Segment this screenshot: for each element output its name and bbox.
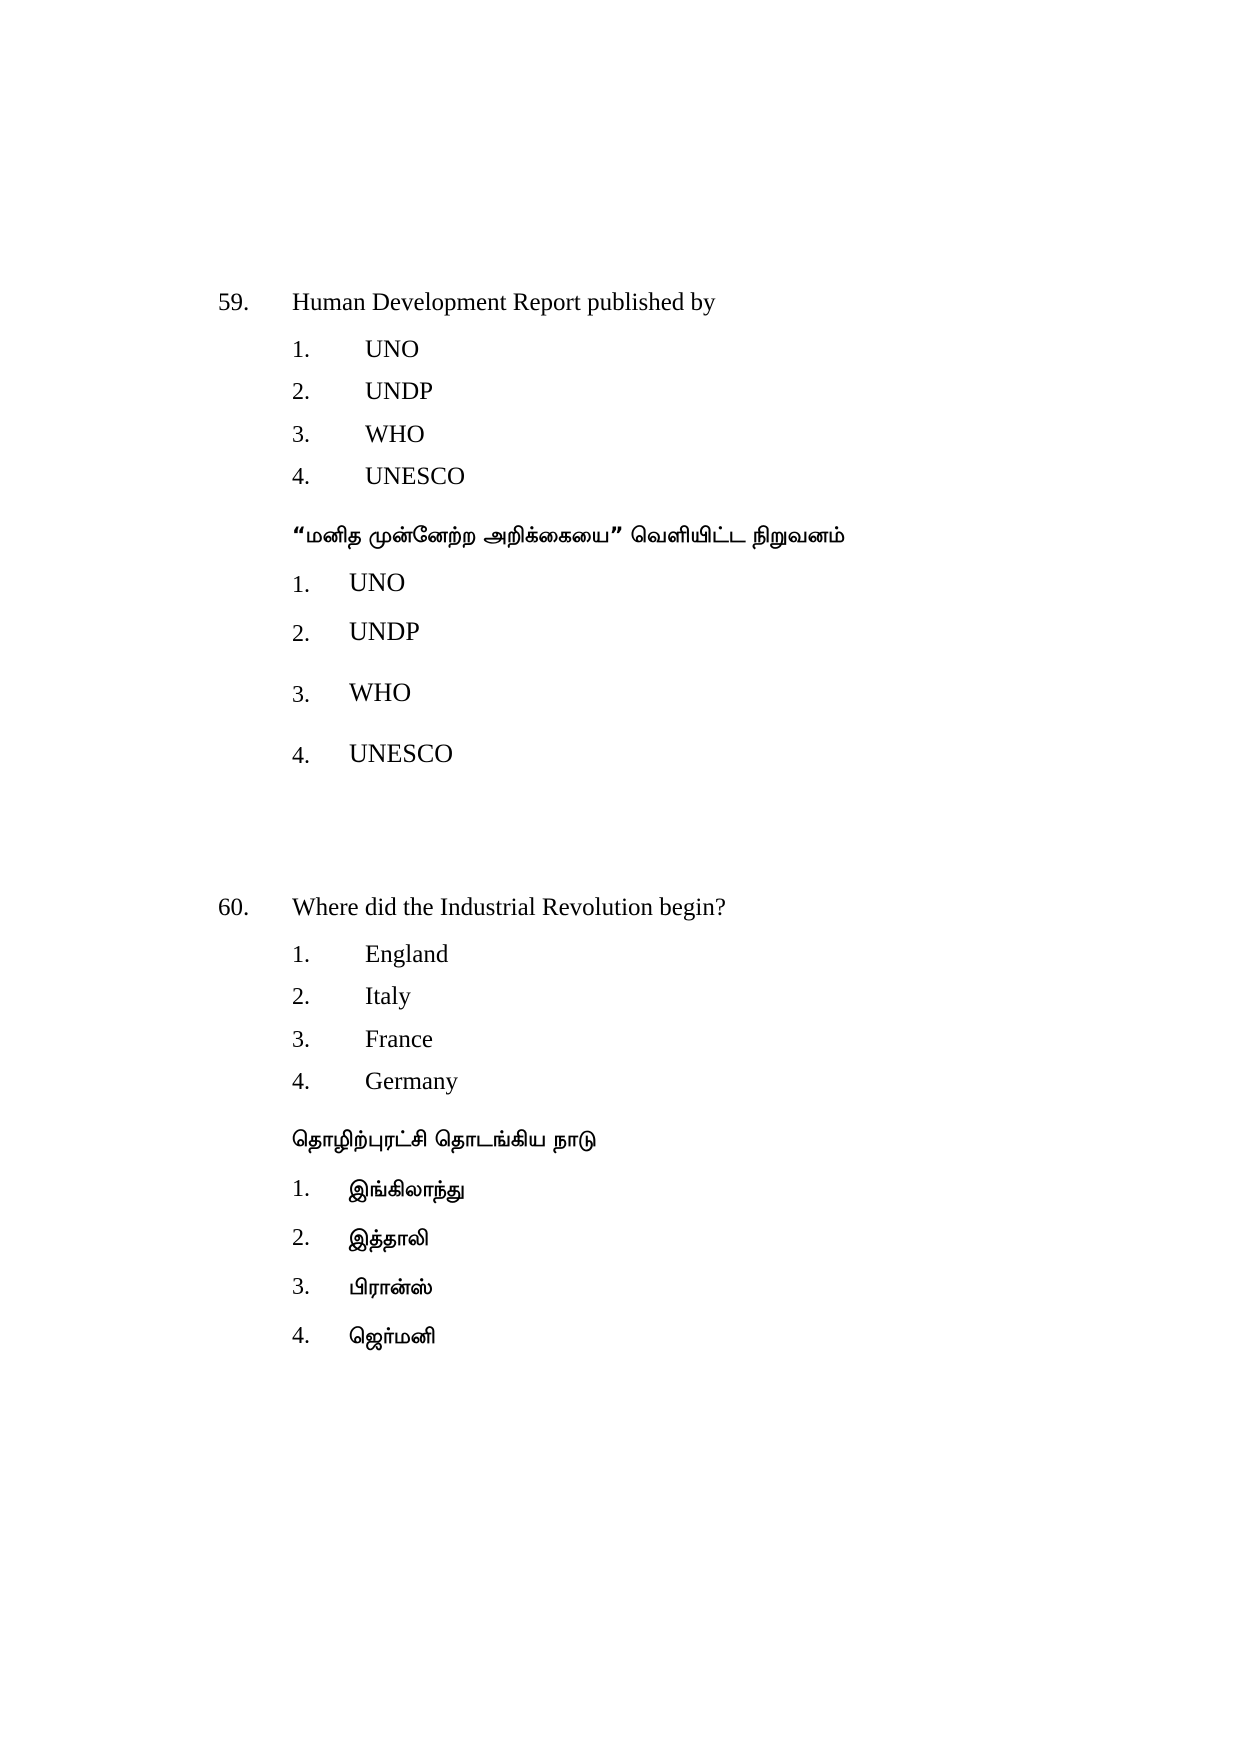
option-number: 1. xyxy=(292,942,310,968)
option-text: Italy xyxy=(365,983,411,1010)
option-text: UNDP xyxy=(349,617,420,646)
option-number: 3. xyxy=(292,422,310,448)
option-text: UNDP xyxy=(365,378,434,405)
option-text: France xyxy=(365,1026,434,1053)
question-text-en: Human Development Report published by xyxy=(292,289,716,316)
option-number: 4. xyxy=(292,743,310,769)
option-text: UNESCO xyxy=(365,463,466,490)
question-text-ta: “மனித முன்னேற்ற அறிக்கையை” வெளியிட்ட நிறுவனம் xyxy=(292,523,846,547)
question-text-ta: தொழிற்புரட்சி தொடங்கிய நாடு xyxy=(292,1127,597,1151)
option-number: 1. xyxy=(292,1176,310,1202)
option-number: 3. xyxy=(292,1027,310,1053)
option-text: இத்தாலி xyxy=(349,1226,430,1250)
option-number: 4. xyxy=(292,464,310,490)
option-text: UNESCO xyxy=(349,739,454,768)
question-text-en: Where did the Industrial Revolution begin? xyxy=(292,894,726,921)
option-text: England xyxy=(365,941,449,968)
option-number: 4. xyxy=(292,1323,310,1349)
option-number: 3. xyxy=(292,1274,310,1300)
option-text: இங்கிலாந்து xyxy=(349,1177,466,1201)
option-text: WHO xyxy=(365,421,425,448)
option-number: 1. xyxy=(292,572,310,598)
option-number: 1. xyxy=(292,337,310,363)
option-number: 2. xyxy=(292,984,310,1010)
option-number: 4. xyxy=(292,1069,310,1095)
option-text: UNO xyxy=(349,568,406,597)
option-number: 2. xyxy=(292,1225,310,1251)
option-text: WHO xyxy=(349,678,412,707)
question-number: 60. xyxy=(218,894,250,921)
option-number: 2. xyxy=(292,621,310,647)
question-number: 59. xyxy=(218,289,250,316)
option-number: 3. xyxy=(292,682,310,708)
option-text: பிரான்ஸ் xyxy=(349,1275,433,1299)
option-text: Germany xyxy=(365,1068,459,1095)
option-text: UNO xyxy=(365,336,420,363)
option-text: ஜெர்மனி xyxy=(349,1324,436,1348)
option-number: 2. xyxy=(292,379,310,405)
